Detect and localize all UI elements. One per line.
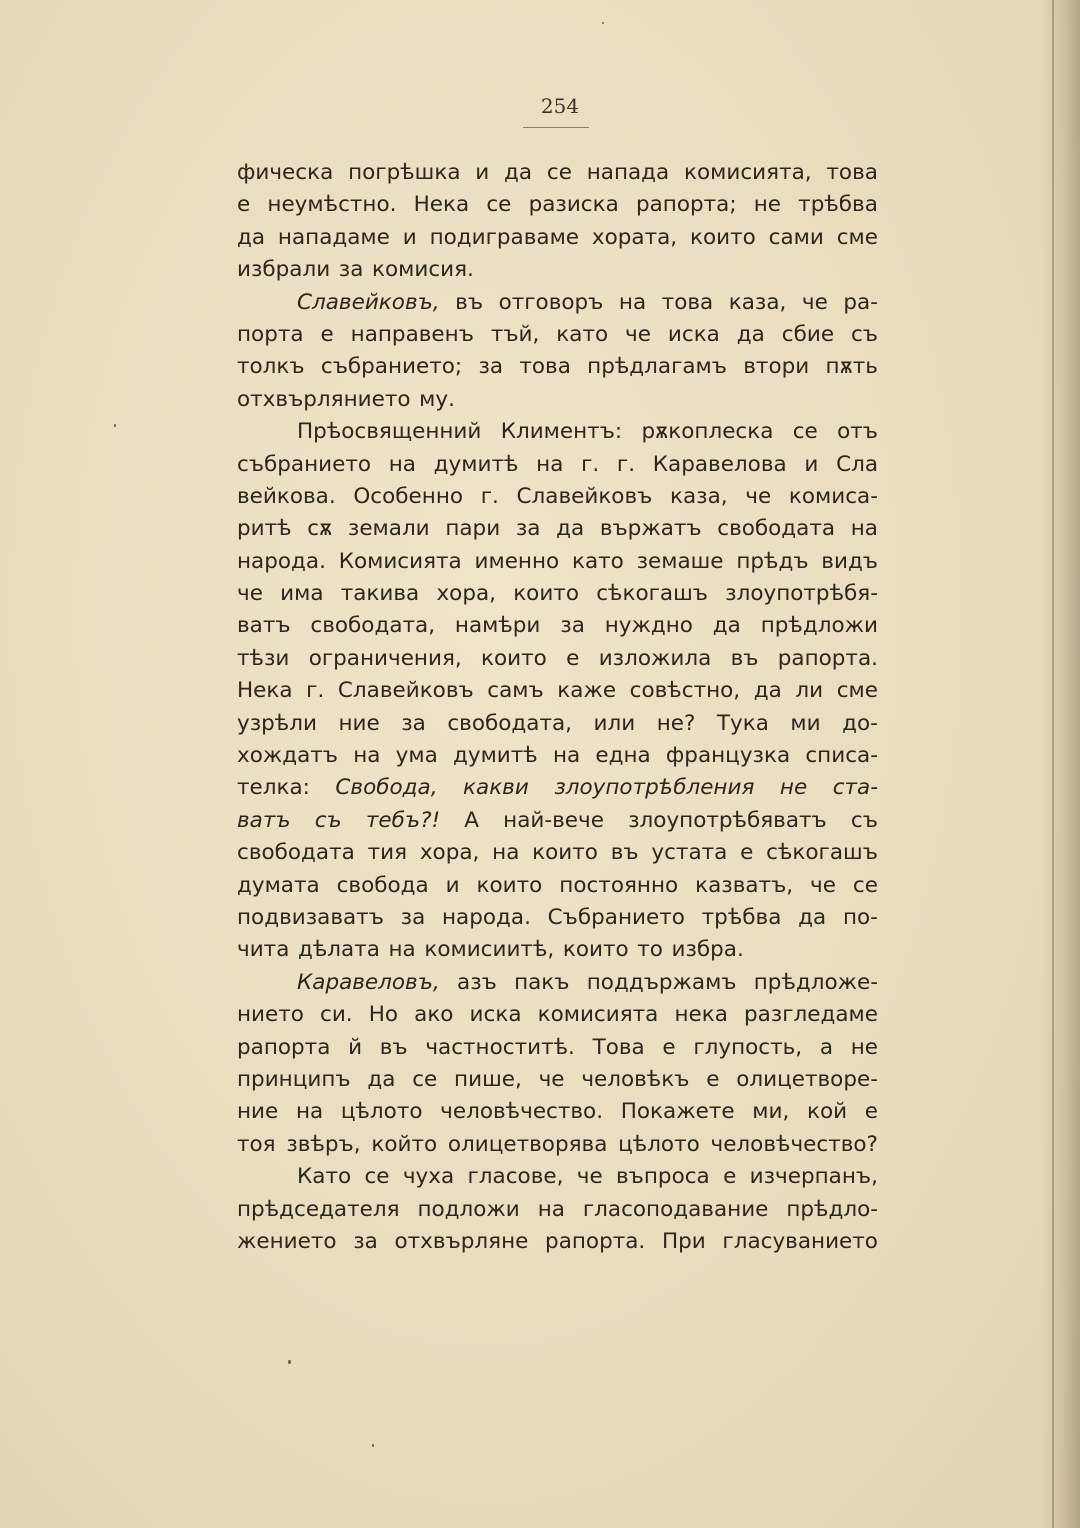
word: сбие (781, 321, 835, 347)
word: направенъ (350, 321, 474, 347)
page-number: 254 (540, 94, 580, 118)
word: не (850, 1034, 878, 1060)
word: земаше (636, 548, 724, 574)
word: прѣдложе- (753, 969, 878, 995)
word: на (552, 743, 581, 769)
word: на (388, 451, 416, 477)
word: Прѣосвященний (297, 419, 482, 445)
word: фическа (237, 160, 334, 185)
word: си. (320, 1002, 353, 1028)
word: изчерпанъ, (749, 1164, 878, 1190)
word: рапорта. (777, 645, 878, 671)
word: такива (340, 581, 420, 607)
word: г. (480, 483, 499, 509)
word: пакъ (514, 969, 570, 995)
word: втори (743, 354, 810, 380)
word: е (662, 1034, 676, 1060)
text-line (237, 772, 878, 804)
word: това (661, 289, 714, 315)
word: Покажете (620, 1099, 735, 1125)
text-line (237, 805, 878, 837)
text-line (237, 546, 878, 578)
word: гласове, (467, 1164, 564, 1190)
word: не (753, 192, 782, 218)
word: има (280, 581, 324, 607)
word: на (618, 289, 647, 315)
word: прѣдло- (786, 1196, 878, 1222)
text-line (237, 578, 878, 610)
word: свободата (717, 516, 836, 542)
word: злоупотрѣбя- (725, 581, 878, 607)
word: Каравеловъ, (297, 969, 440, 995)
word: че (237, 581, 263, 607)
word: които (532, 840, 598, 866)
word: отъ (837, 419, 878, 445)
word: дѣлата (297, 937, 380, 963)
word: прѣдложи (760, 613, 878, 639)
word: вържатъ (599, 516, 702, 542)
word: и (445, 872, 460, 898)
text-line (237, 902, 878, 934)
word: свободата, (310, 613, 436, 639)
text-line (237, 837, 878, 869)
word: ако (414, 1002, 454, 1028)
word: тебъ?! (365, 807, 441, 833)
word: които (513, 581, 579, 607)
word: за (353, 1228, 378, 1254)
word: тия (367, 840, 408, 866)
word: ума (395, 743, 438, 769)
word: тъй, (490, 321, 540, 347)
word: Славейковъ (516, 483, 653, 509)
word: съ (314, 807, 342, 833)
word: отхвърлянието (237, 386, 411, 412)
word: думата (237, 872, 320, 898)
word: на (850, 516, 878, 542)
word: изложила (598, 645, 712, 671)
body-text (237, 157, 878, 1258)
word: се (412, 1066, 438, 1092)
word: свободата, (447, 710, 572, 736)
word: не (779, 775, 808, 801)
word: въ (730, 645, 759, 671)
text-line (237, 287, 878, 319)
word: неумѣстно. (267, 192, 397, 218)
word: именно (474, 548, 560, 574)
word: и (804, 451, 819, 477)
word: да (712, 613, 741, 639)
word: человѣчество? (710, 1131, 878, 1157)
word: рапорта. (545, 1228, 646, 1254)
word: ограничения, (308, 645, 462, 671)
word: ритѣ (237, 516, 292, 542)
text-line (237, 254, 878, 286)
word: се (486, 192, 512, 218)
word: поддържамъ (586, 969, 737, 995)
text-line (237, 222, 878, 254)
word: е (740, 840, 754, 866)
word: казватъ, (695, 872, 794, 898)
word: цѣлото (340, 1099, 423, 1125)
word: на (295, 1099, 324, 1125)
text-line (237, 643, 878, 675)
word: нападаме (277, 224, 390, 250)
word: по- (842, 904, 878, 930)
word: жението (237, 1228, 337, 1254)
text-line (237, 481, 878, 513)
word: намѣри (454, 613, 541, 639)
word: че (810, 872, 836, 898)
word: избра. (671, 937, 744, 963)
word: толкъ (237, 354, 305, 380)
word: въ (610, 840, 639, 866)
word: принципъ (237, 1066, 351, 1092)
word: че (625, 321, 651, 347)
word: ние (338, 710, 380, 736)
word: за (478, 354, 504, 380)
word: като (556, 321, 609, 347)
word: цѣлото (618, 1131, 700, 1157)
word: нието (237, 1002, 304, 1028)
word: Свобода, (335, 775, 438, 801)
word: ватъ (237, 613, 291, 639)
word: е (566, 645, 580, 671)
word: за (401, 710, 426, 736)
paper-speck (372, 1444, 374, 1447)
word: чуха (402, 1164, 455, 1190)
word: комисията (537, 1002, 659, 1028)
word: думитѣ (452, 743, 538, 769)
word: хора, (436, 581, 496, 607)
word: и (475, 160, 490, 185)
word: се (852, 872, 878, 898)
word: ватъ (237, 807, 291, 833)
word: сѣкогашъ (766, 840, 878, 866)
word: Нека (413, 192, 470, 218)
text-line (237, 967, 878, 999)
word: подвизаватъ (237, 904, 384, 930)
word: ми (790, 710, 821, 736)
word: нека (674, 1002, 728, 1028)
word: земали (347, 516, 430, 542)
word: злоупотрѣбяватъ (628, 807, 827, 833)
word: Комисията (338, 548, 462, 574)
word: Това (592, 1034, 645, 1060)
word: че (576, 1164, 603, 1190)
word: да (237, 224, 266, 250)
word: й (348, 1034, 363, 1060)
word: ли (795, 678, 824, 704)
text-line (237, 934, 878, 966)
word: совѣстно, (629, 678, 741, 704)
word: ние (237, 1099, 279, 1125)
word: Особенно (353, 483, 464, 509)
text-line (237, 870, 878, 902)
word: съ (850, 807, 878, 833)
text-line (237, 189, 878, 221)
word: да (798, 904, 827, 930)
word: въ (379, 1034, 408, 1060)
word: отхвърляне (394, 1228, 529, 1254)
word: узрѣли (237, 710, 317, 736)
word: съ (850, 321, 878, 347)
word: кой (806, 1099, 848, 1125)
word: Събранието (547, 904, 685, 930)
word: подиграваме (429, 224, 580, 250)
word: гласуванието (722, 1228, 878, 1254)
word: му. (419, 386, 455, 412)
text-line (237, 1096, 878, 1128)
word: олицетворе- (736, 1066, 878, 1092)
paper-speck (602, 22, 604, 24)
word: това (519, 354, 571, 380)
word: человѣчество. (440, 1099, 604, 1125)
word: ра- (843, 289, 878, 315)
word: и (402, 224, 417, 250)
word: които (481, 645, 547, 671)
word: погрѣшка (348, 160, 461, 185)
word: избрали (237, 257, 331, 283)
word: трѣбва (798, 192, 878, 218)
word: частноститѣ. (425, 1034, 575, 1060)
word: хората, (591, 224, 678, 250)
word: като (571, 548, 624, 574)
word: устата (651, 840, 728, 866)
text-line (237, 1226, 878, 1258)
word: е (320, 321, 334, 347)
word: Климентъ: (500, 419, 623, 445)
word: за (560, 613, 585, 639)
word: звѣръ, (286, 1131, 361, 1157)
word: Сла (836, 451, 878, 477)
word: олицетворява (447, 1131, 608, 1157)
word: това (826, 160, 878, 185)
word: чита (237, 937, 290, 963)
word: се (546, 160, 572, 185)
word: се (364, 1164, 390, 1190)
text-line (237, 384, 878, 416)
word: постоянно (559, 872, 679, 898)
word: Славейковъ, (297, 289, 440, 315)
word: вейкова. (237, 483, 336, 509)
word: въ (455, 289, 484, 315)
word: гласоподавание (582, 1196, 769, 1222)
word: каза, (670, 483, 728, 509)
word: сѣкогашъ (596, 581, 708, 607)
word: комисиитѣ, (424, 937, 555, 963)
word: е (864, 1099, 878, 1125)
word: свободата (237, 840, 355, 866)
word: на (537, 1196, 565, 1222)
word: не? (656, 710, 696, 736)
word: е (706, 1066, 720, 1092)
word: прѣдъ (736, 548, 809, 574)
word: събранието; (320, 354, 463, 380)
word: за (400, 904, 426, 930)
word: пише, (454, 1066, 522, 1092)
word: нуждно (604, 613, 693, 639)
word: на (536, 451, 564, 477)
word: напада (586, 160, 670, 185)
word: Но (368, 1002, 399, 1028)
word: ста- (832, 775, 878, 801)
word: рапорта (237, 1034, 331, 1060)
word: най-вече (503, 807, 604, 833)
word: азъ (457, 969, 497, 995)
text-line (237, 1064, 878, 1096)
word: г. (581, 451, 600, 477)
word: е (723, 1164, 737, 1190)
word: които (689, 224, 756, 250)
word: народа. (237, 548, 326, 574)
word: на (353, 743, 381, 769)
word: иска (469, 1002, 522, 1028)
word: отговоръ (498, 289, 604, 315)
page-edge-shadow (1040, 0, 1080, 1528)
word: г. (616, 451, 636, 477)
word: сме (836, 224, 878, 250)
word: прѣдседателя (237, 1196, 400, 1222)
text-line (237, 1129, 878, 1161)
word: то (637, 937, 663, 963)
word: пари (445, 516, 501, 542)
word: на (388, 937, 416, 963)
word: сѫ (307, 516, 333, 542)
text-line (237, 1194, 878, 1226)
word: рапорта; (635, 192, 737, 218)
text-line (237, 416, 878, 448)
word: глупость, (693, 1034, 803, 1060)
word: че (745, 483, 772, 509)
word: видъ (821, 548, 878, 574)
word: прѣдлагамъ (587, 354, 727, 380)
word: г. (306, 678, 325, 704)
text-line (237, 351, 878, 383)
text-line (237, 708, 878, 740)
word: каже (557, 678, 617, 704)
word: за (338, 257, 364, 283)
word: рѫкоплеска (641, 419, 774, 445)
word: сами (768, 224, 824, 250)
text-line (237, 1032, 878, 1064)
text-line (237, 610, 878, 642)
word: французка (665, 743, 791, 769)
paper-speck (114, 424, 116, 427)
text-line (237, 449, 878, 481)
word: сме (836, 678, 878, 704)
word: събранието (237, 451, 372, 477)
word: Славейковъ (337, 678, 474, 704)
word: който (371, 1131, 438, 1157)
word: порта (237, 321, 304, 347)
word: комисията, (684, 160, 812, 185)
word: А (464, 807, 479, 833)
word: телка: (237, 775, 310, 801)
word: народа. (442, 904, 531, 930)
text-line (237, 157, 878, 189)
word: въпроса (616, 1164, 710, 1190)
word: Като (297, 1164, 352, 1190)
word: Тука (716, 710, 769, 736)
word: думитѣ (433, 451, 519, 477)
word: подложи (417, 1196, 520, 1222)
word: ми, (752, 1099, 790, 1125)
word: человѣкъ (581, 1066, 690, 1092)
word: пѫть (825, 354, 878, 380)
word: да (753, 678, 782, 704)
word: една (595, 743, 651, 769)
page-number-rule (523, 127, 589, 128)
word: Нека (237, 678, 293, 704)
word: злоупотрѣбления (554, 775, 755, 801)
word: комиса- (788, 483, 878, 509)
word: Каравелова (652, 451, 787, 477)
word: хождатъ (237, 743, 339, 769)
word: самъ (487, 678, 544, 704)
word: се (792, 419, 818, 445)
text-line (237, 740, 878, 772)
word: е (237, 192, 251, 218)
word: разиска (528, 192, 619, 218)
text-line (237, 675, 878, 707)
word: какви (463, 775, 529, 801)
word: да (367, 1066, 396, 1092)
word: или (593, 710, 636, 736)
word: тѣзи (237, 645, 290, 671)
word: списа- (805, 743, 878, 769)
text-line (237, 319, 878, 351)
word: че (801, 289, 828, 315)
word: свобода (336, 872, 429, 898)
word: иска (667, 321, 720, 347)
word: на (492, 840, 520, 866)
text-line (237, 513, 878, 545)
word: да (504, 160, 533, 185)
word: При (661, 1228, 706, 1254)
word: да (556, 516, 585, 542)
word: които (562, 937, 629, 963)
word: хора, (419, 840, 480, 866)
word: разгледаме (743, 1002, 878, 1028)
paper-speck (288, 1360, 291, 1364)
word: за (515, 516, 541, 542)
word: които (476, 872, 543, 898)
word: каза, (728, 289, 787, 315)
word: тоя (237, 1131, 276, 1157)
word: а (819, 1034, 834, 1060)
text-line (237, 999, 878, 1031)
word: трѣбва (701, 904, 782, 930)
word: да (736, 321, 765, 347)
page-fold-line (1052, 0, 1054, 1528)
word: до- (842, 710, 878, 736)
word: комисия. (372, 257, 474, 283)
word: че (538, 1066, 565, 1092)
text-line (237, 1161, 878, 1193)
